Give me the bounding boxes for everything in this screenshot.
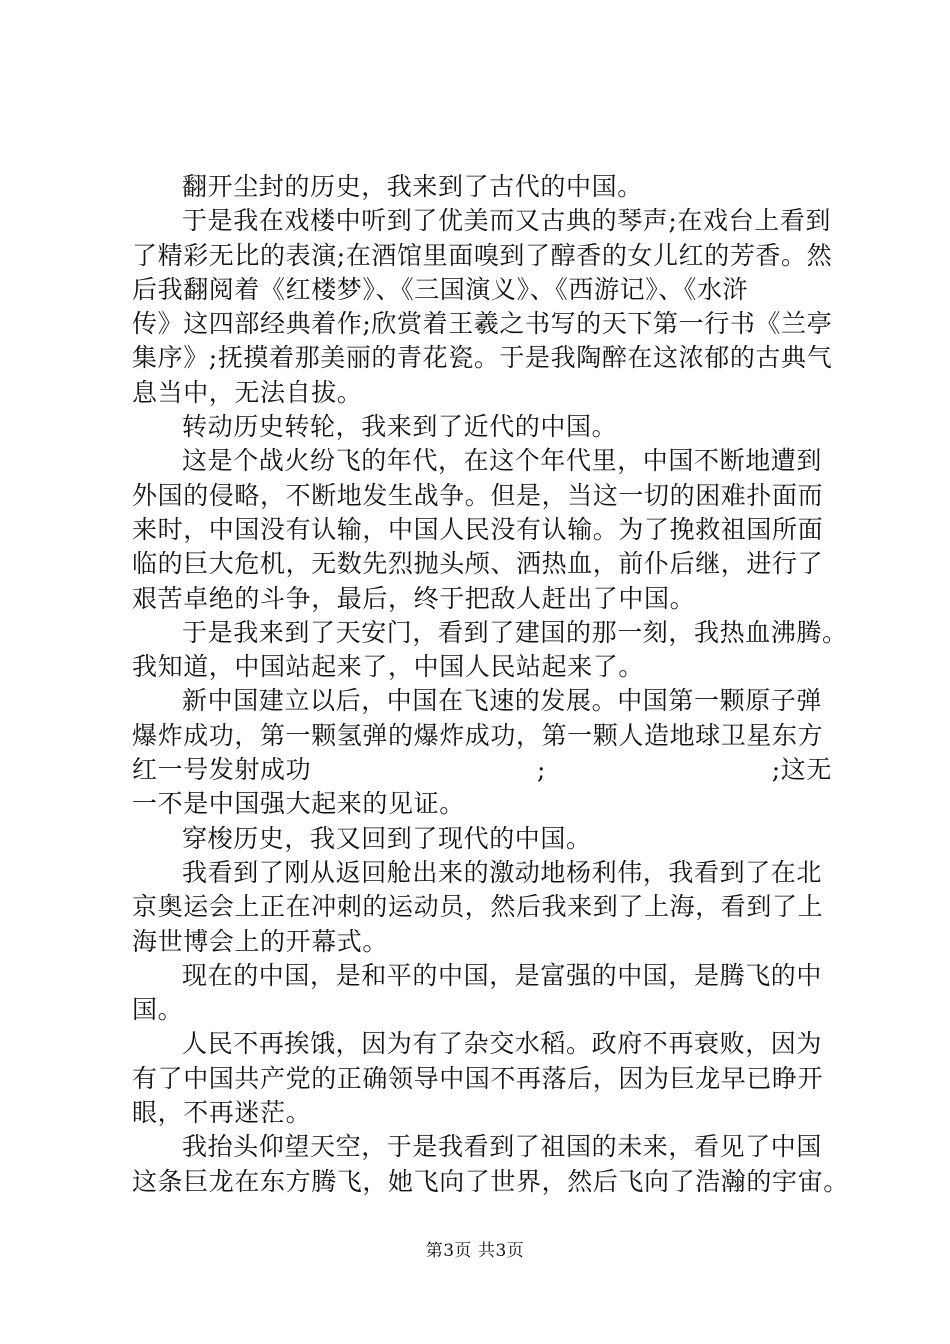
paragraph <box>132 822 832 856</box>
text-line: 爆炸成功，第一颗氢弹的爆炸成功，第一颗人造地球卫星东方 <box>132 720 824 750</box>
text-line: 我看到了刚从返回舱出来的激动地杨利伟，我看到了在北 <box>182 857 823 887</box>
text-line: 后我翻阅着《红楼梦》、《三国演义》、《西游记》、《水浒 <box>132 274 749 304</box>
paragraph <box>132 787 832 821</box>
text-line: 了精彩无比的表演;在酒馆里面嗅到了醇香的女儿红的芳香。然 <box>132 240 833 270</box>
text-line: 艰苦卓绝的斗争，最后，终于把敌人赶出了中国。 <box>132 583 696 613</box>
paragraph <box>132 204 832 410</box>
text-line: 外国的侵略，不断地发生战争。但是，当这一切的困难扑面而 <box>132 480 824 510</box>
text-line: 息当中，无法自拔。 <box>132 377 363 407</box>
paragraph <box>132 410 832 444</box>
paragraph <box>132 1130 849 1199</box>
text-line: 有了中国共产党的正确领导中国不再落后，因为巨龙早已睁开 <box>132 1063 824 1093</box>
page-number-footer: 第3页 共3页 <box>425 1241 525 1261</box>
split-line-middle: ; <box>536 755 546 785</box>
text-line: 转动历史转轮，我来到了近代的中国。 <box>182 412 618 442</box>
text-line: 新中国建立以后，中国在飞速的发展。中国第一颗原子弹 <box>182 686 823 716</box>
text-line: 人民不再挨饿，因为有了杂交水稻。政府不再衰败，因为 <box>182 1029 823 1059</box>
text-line: 于是我来到了天安门，看到了建国的那一刻，我热血沸腾。 <box>182 617 848 647</box>
split-text-line <box>132 753 832 787</box>
paragraph <box>132 856 832 959</box>
text-line: 传》这四部经典着作;欣赏着王羲之书写的天下第一行书《兰亭 <box>132 309 833 339</box>
text-line: 翻开尘封的历史，我来到了古代的中国。 <box>182 172 643 201</box>
text-line: 我知道，中国站起来了，中国人民站起来了。 <box>132 652 645 682</box>
paragraph <box>132 444 832 615</box>
text-line: 于是我在戏楼中听到了优美而又古典的琴声;在戏台上看到 <box>182 206 832 236</box>
paragraph <box>132 959 832 1028</box>
text-line: 集序》;抚摸着那美丽的青花瓷。于是我陶醉在这浓郁的古典气 <box>132 343 833 373</box>
text-line: 来时，中国没有认输，中国人民没有认输。为了挽救祖国所面 <box>132 514 824 544</box>
text-line: 一不是中国强大起来的见证。 <box>132 789 465 819</box>
paragraph <box>132 170 832 204</box>
split-line-right: ;这无 <box>771 755 832 785</box>
text-line: 这条巨龙在东方腾飞，她飞向了世界，然后飞向了浩瀚的宇宙。 <box>132 1166 849 1196</box>
paragraph <box>132 1027 832 1130</box>
text-line: 海世博会上的开幕式。 <box>132 926 389 956</box>
text-line: 临的巨大危机，无数先烈抛头颅、洒热血，前仆后继，进行了 <box>132 549 824 579</box>
text-line: 我抬头仰望天空，于是我看到了祖国的未来，看见了中国 <box>182 1132 823 1162</box>
paragraph <box>132 616 848 685</box>
split-line-left: 红一号发射成功 <box>132 755 312 785</box>
text-line: 国。 <box>132 995 184 1025</box>
text-line: 穿梭历史，我又回到了现代的中国。 <box>182 823 592 853</box>
text-line: 这是个战火纷飞的年代，在这个年代里，中国不断地遭到 <box>182 446 823 476</box>
text-line: 京奥运会上正在冲刺的运动员，然后我来到了上海，看到了上 <box>132 892 824 922</box>
text-line: 眼，不再迷茫。 <box>132 1098 312 1128</box>
article-body <box>132 170 849 1199</box>
text-line: 现在的中国，是和平的中国，是富强的中国，是腾飞的中 <box>182 960 823 990</box>
paragraph <box>132 684 832 753</box>
